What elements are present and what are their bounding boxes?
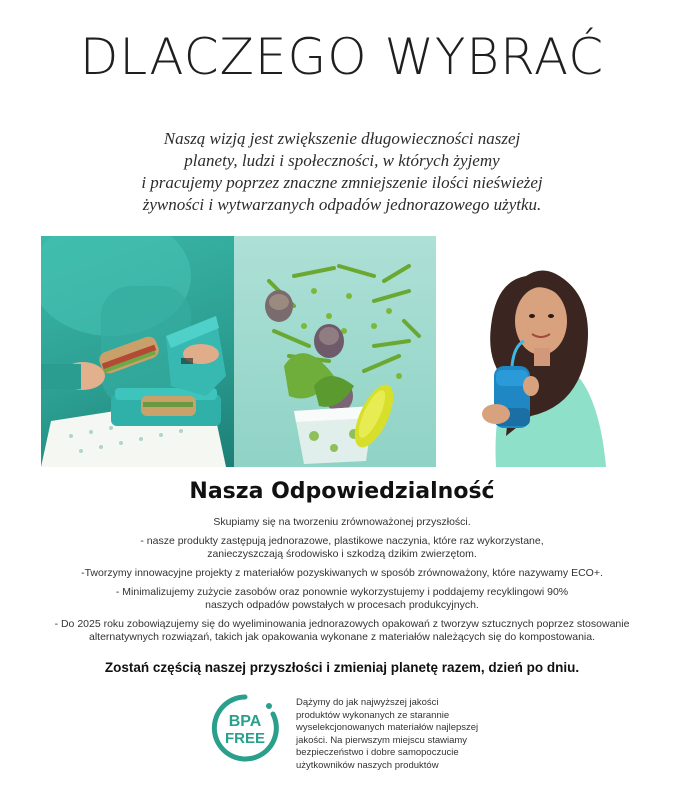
- paragraph-line: - Minimalizujemy zużycie zasobów oraz ponownie wykorzystujemy i poddajemy recyklingowi 90%: [115, 586, 569, 598]
- photo-lunchbox: [41, 236, 234, 467]
- page-title: DLACZEGO WYBRAĆ: [79, 28, 605, 86]
- responsibility-body: [14, 516, 670, 650]
- responsibility-paragraph: [14, 618, 670, 644]
- photo-strip: [41, 236, 617, 467]
- bpa-text-line: użytkowników naszych produktów: [296, 759, 439, 771]
- intro-line: planety, ludzi i społeczności, w których żyjemy: [184, 151, 500, 170]
- lunchbox-illustration: [41, 236, 234, 467]
- responsibility-paragraph: [14, 586, 670, 612]
- responsibility-title: Nasza Odpowiedzialność: [189, 479, 495, 504]
- paragraph-line: - nasze produkty zastępują jednorazowe, plastikowe naczynia, które raz wykorzystane,: [140, 535, 544, 547]
- paragraph-line: -Tworzymy innowacyjne projekty z materiałów pozyskiwanych w sposób zrównoważony, które nazywamy ECO+.: [81, 567, 603, 579]
- bpa-text-line: jakości. Na pierwszym miejscu stawiamy: [296, 734, 468, 746]
- bpa-text-line: produktów wykonanych ze starannie: [296, 709, 450, 721]
- woman-illustration: [436, 236, 617, 467]
- bpa-badge-line1: BPA: [228, 713, 262, 730]
- intro-text: [80, 128, 604, 216]
- bpa-text-line: bezpieczeństwo i dobre samopoczucie: [296, 747, 459, 758]
- vegetables-illustration: [234, 236, 436, 467]
- paragraph-line: alternatywnych rozwiązań, takich jak opakowania wykonane z materiałów należących się do kompostowania.: [88, 631, 595, 643]
- bpa-text-line: Dążymy do jak najwyższej jakości: [296, 697, 439, 708]
- bpa-free-badge-icon: [211, 694, 279, 762]
- bpa-badge-line2: FREE: [224, 730, 266, 747]
- tagline: Zostań częścią naszej przyszłości i zmieniaj planetę razem, dzień po dniu.: [104, 660, 580, 675]
- responsibility-paragraph: [14, 516, 670, 529]
- photo-vegetables: [234, 236, 436, 467]
- paragraph-line: - Do 2025 roku zobowiązujemy się do wyeliminowania jednorazowych opakowań z tworzyw sztucznych poprzez stosowanie: [54, 618, 630, 630]
- intro-line: i pracujemy poprzez znaczne zmniejszenie ilości nieświeżej: [141, 173, 543, 192]
- bpa-description: [296, 697, 506, 772]
- intro-line: żywności i wytwarzanych odpadów jednorazowego użytku.: [142, 195, 542, 214]
- paragraph-line: zanieczyszczają środowisko i szkodzą dzikim zwierzętom.: [207, 548, 477, 560]
- bpa-text-line: wyselekcjonowanych materiałów najlepszej: [296, 722, 479, 733]
- responsibility-paragraph: [14, 535, 670, 561]
- responsibility-paragraph: [14, 567, 670, 580]
- intro-line: Naszą wizją jest zwiększenie długowieczności naszej: [163, 129, 521, 148]
- paragraph-line: Skupiamy się na tworzeniu zrównoważonej przyszłości.: [213, 516, 471, 528]
- paragraph-line: naszych odpadów powstałych w procesach produkcyjnych.: [205, 599, 479, 611]
- photo-woman-cup: [436, 236, 617, 467]
